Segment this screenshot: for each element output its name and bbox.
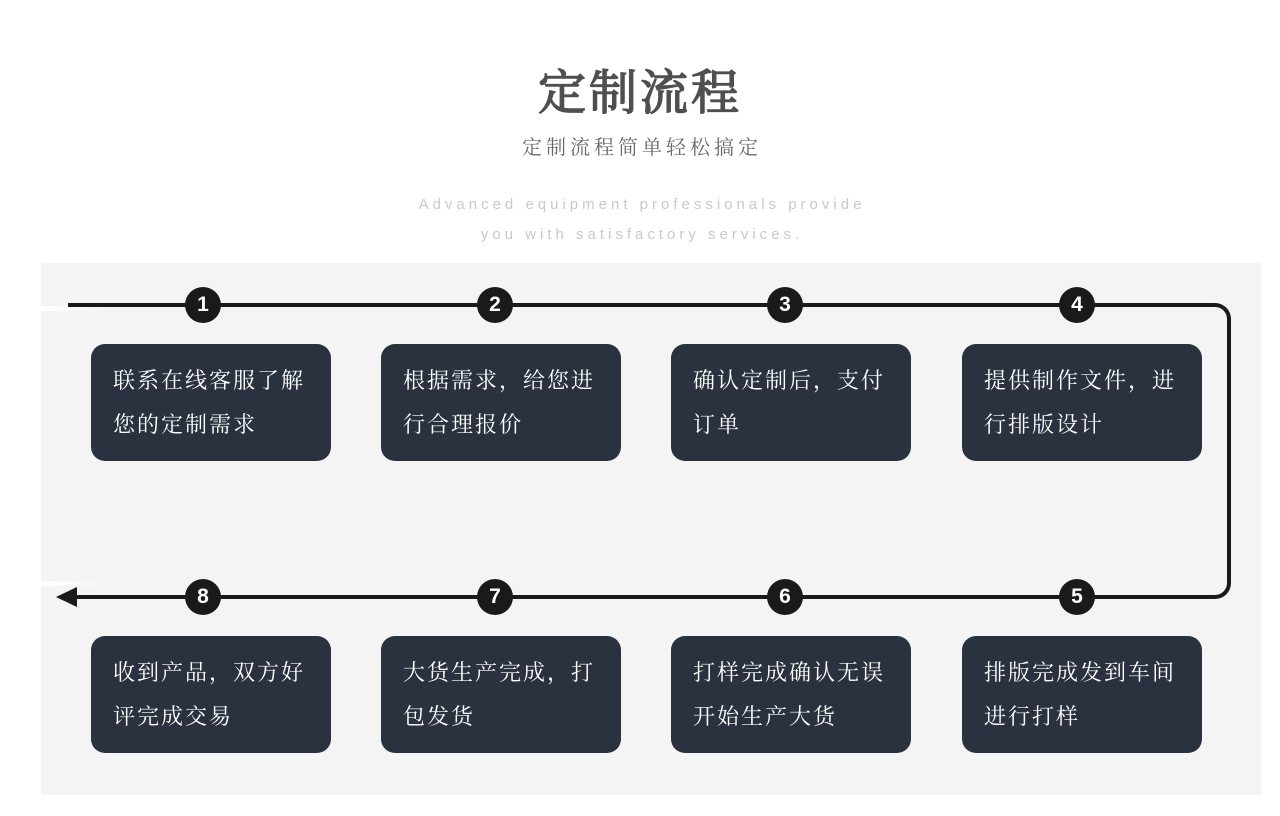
step-card-7-text: 大货生产完成，打包发货 xyxy=(403,659,596,729)
english-tagline xyxy=(0,190,1280,250)
step-card-3-text: 确认定制后，支付订单 xyxy=(693,367,886,437)
page-title: 定制流程 xyxy=(537,67,742,120)
tagline-line-1: Advanced equipment professionals provide xyxy=(418,196,866,213)
step-badge-1: 1 xyxy=(185,287,221,323)
step-badge-7: 7 xyxy=(477,579,513,615)
tagline-line-2: you with satisfactory services. xyxy=(480,226,804,243)
step-badge-2: 2 xyxy=(477,287,513,323)
process-flow-panel xyxy=(41,263,1261,795)
step-card-8 xyxy=(91,636,331,753)
page-subtitle: 定制流程简单轻松搞定 xyxy=(522,137,762,159)
step-card-5-text: 排版完成发到车间进行打样 xyxy=(984,659,1177,729)
arrow-left-icon xyxy=(56,587,77,607)
step-card-3 xyxy=(671,344,911,461)
step-card-7 xyxy=(381,636,621,753)
step-badge-3: 3 xyxy=(767,287,803,323)
step-badge-4: 4 xyxy=(1059,287,1095,323)
step-card-6-text: 打样完成确认无误开始生产大货 xyxy=(693,659,886,729)
step-card-2-text: 根据需求，给您进行合理报价 xyxy=(403,367,596,437)
step-card-8-text: 收到产品，双方好评完成交易 xyxy=(113,659,306,729)
step-badge-5: 5 xyxy=(1059,579,1095,615)
step-card-6 xyxy=(671,636,911,753)
step-card-4-text: 提供制作文件，进行排版设计 xyxy=(984,367,1177,437)
step-badge-6: 6 xyxy=(767,579,803,615)
step-card-5 xyxy=(962,636,1202,753)
step-card-2 xyxy=(381,344,621,461)
step-card-4 xyxy=(962,344,1202,461)
step-badge-8: 8 xyxy=(185,579,221,615)
step-card-1 xyxy=(91,344,331,461)
step-card-1-text: 联系在线客服了解您的定制需求 xyxy=(113,367,306,437)
